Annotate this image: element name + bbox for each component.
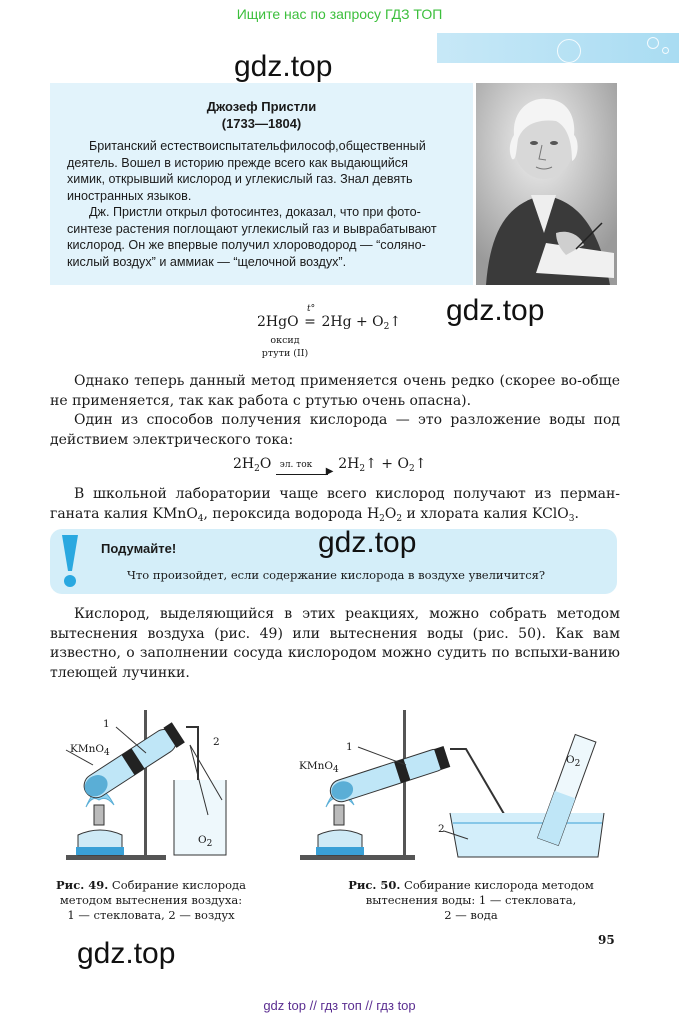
arrow-head-icon: ▶ [325, 466, 334, 477]
fig50-label-kmno4 [299, 760, 339, 775]
fig49-caption-bold: Рис. 49. [56, 878, 109, 892]
fig49-caption [40, 878, 262, 923]
para3-sub: 4 [197, 513, 204, 524]
eq1-o2-sub: 2 [383, 322, 390, 332]
fig50-kmno-text: KMnO [299, 760, 333, 772]
eq2-product-1: 2H [338, 456, 360, 472]
footer-links[interactable]: gdz top // гдз топ // гдз top [263, 998, 416, 1013]
fig49-label-2: 2 [213, 736, 220, 748]
up-arrow-icon: ↑ [365, 456, 377, 472]
eq1-label [260, 334, 310, 360]
top-banner[interactable]: Ищите нас по запросу ГДЗ ТОП [236, 6, 443, 22]
bio-p2-line: кислый воздух” и аммиак — “щелочной воздух”. [67, 254, 347, 269]
think-question: Что произойдет, если содержание кислорода в воздухе увеличится? [127, 568, 546, 582]
fig49-o2-sub: 2 [206, 839, 213, 849]
fig50-o2-sub: 2 [574, 759, 581, 769]
fig49-caption-line: методом вытеснения воздуха: [59, 893, 243, 907]
paragraph-2: Один из способов получения кислорода — это разложение воды под действием электрического тока: [50, 412, 620, 448]
watermark: gdz.top [234, 50, 333, 83]
fig50-label-1: 1 [346, 741, 353, 753]
think-title: Подумайте! [101, 541, 177, 556]
exclamation-icon [58, 533, 82, 589]
fig50-o2-text: O [566, 754, 575, 766]
para3-text: и хлората калия KClO [402, 505, 569, 522]
eq2-reactant: 2H [233, 456, 255, 472]
figure-50-apparatus [298, 705, 613, 865]
equation-2 [233, 456, 427, 477]
bio-name: Джозеф Пристли [206, 99, 317, 114]
portrait-image [476, 83, 617, 285]
watermark: gdz.top [446, 294, 545, 327]
equation-1 [257, 304, 402, 332]
page-number: 95 [598, 933, 615, 947]
up-arrow-icon: ↑ [389, 314, 402, 330]
fig50-caption-text: Собирание кислорода методом [400, 878, 594, 892]
fig50-caption-bold: Рис. 50. [348, 878, 401, 892]
figure-49-apparatus [58, 705, 273, 865]
fig49-o2-text: O [198, 834, 207, 846]
eq1-reactant: 2HgO [257, 314, 299, 330]
bio-p1-line: иностранных языков. [67, 188, 192, 203]
bio-p1-line: химик, открывший кислород и углекислый газ. Знал девять [67, 172, 413, 187]
para3-sub: 2 [379, 513, 385, 524]
eq2-sub: 2 [254, 464, 260, 474]
bio-p2-line: Дж. Пристли открыл фотосинтез, доказал, что при фото- [89, 205, 421, 219]
para3-text: . [574, 505, 579, 522]
bio-paragraph-2 [67, 204, 459, 270]
fig49-label-o2 [198, 834, 213, 849]
fig50-label-2: 2 [438, 823, 445, 835]
fig49-kmno-sub: 4 [103, 748, 110, 758]
fig49-caption-line: 1 — стекловата, 2 — воздух [67, 908, 235, 922]
eq1-condition: t° [307, 304, 316, 314]
fig50-label-o2 [566, 754, 581, 769]
eq2-sub: 2 [359, 464, 366, 474]
fig49-label-1: 1 [103, 718, 110, 730]
eq1-label-line: ртути (II) [261, 348, 309, 359]
eq2-arrow-label: эл. ток [279, 460, 313, 470]
para3-text: , пероксида водорода H [203, 505, 380, 522]
eq1-label-line: оксид [270, 335, 300, 346]
bio-years: (1733—1804) [221, 116, 302, 131]
eq2-product-2: + O [381, 456, 409, 472]
eq2-sub: 2 [408, 464, 415, 474]
para3-sub: 3 [568, 513, 575, 524]
bio-p1-line: деятель. Вошел в историю прежде всего как выдающийся [67, 155, 408, 170]
fig49-caption-text: Собирание кислорода [108, 878, 246, 892]
watermark: gdz.top [77, 937, 176, 970]
para3-text: В школьной лаборатории чаще всего кислород получают из перман-ганата калия KMnO [50, 486, 620, 522]
bio-paragraph-1 [67, 138, 459, 204]
eq1-equals: = t° [304, 304, 316, 330]
para3-sub: 2 [396, 513, 403, 524]
arrow-line [276, 474, 328, 475]
bio-p1-line: Британский естествоиспытательфилософ,общественный [89, 139, 426, 153]
paragraph-3 [50, 485, 620, 524]
fig50-caption-line: вытеснения воды: 1 — стекловата, [365, 893, 577, 907]
eq1-products: 2Hg + O [321, 314, 384, 330]
fig49-label-kmno4 [70, 743, 110, 758]
paragraph-4: Кислород, выделяющийся в этих реакциях, можно собрать методом вытеснения воздуха (рис. 49) или вытеснения воды (рис. 50). Как вам известно, о заполнении сосуда кислородом можно судить по вспыхи-ванию тлеющей лучинки. [50, 606, 620, 681]
up-arrow-icon: ↑ [414, 456, 427, 472]
fig49-kmno-text: KMnO [70, 743, 104, 755]
paragraph-1: Однако теперь данный метод применяется очень редко (скорее во-обще не применяется, так как работа с ртутью очень опасна). [50, 373, 620, 409]
decorative-strip [437, 33, 679, 63]
bio-p2-line: кислород. Он же впервые получил хлороводород — “соляно- [67, 238, 426, 253]
eq2-reactant-tail: O [259, 456, 272, 472]
fig50-kmno-sub: 4 [332, 765, 339, 775]
para3-text: O [384, 505, 397, 522]
watermark: gdz.top [318, 526, 417, 559]
fig50-caption-line: 2 — вода [444, 908, 498, 922]
bio-p2-line: синтезе растения поглощают углекислый газ и выврабатывают [67, 221, 437, 236]
fig50-caption [330, 878, 612, 923]
